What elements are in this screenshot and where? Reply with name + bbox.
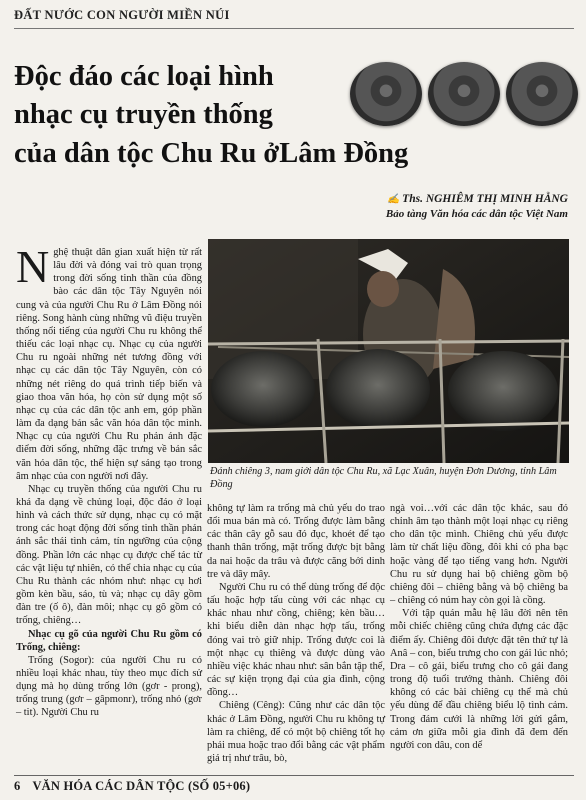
title-line-2: nhạc cụ truyền thống [14, 99, 273, 131]
paragraph: không tự làm ra trống mà chủ yếu do trao đổi mua bán mà có. Trống được làm bằng các thân cây gỗ sau đó đục, khoét để tạo thanh thân trống, mặt trống được bịt bằng da nai hoặc da trâu và được căng bởi dinh tre và dây mây. [207, 503, 385, 580]
paragraph: Chiêng (Cêng): Cũng như các dân tộc khác ở Lâm Đồng, người Chu ru không tự làm ra chiêng, để có một bộ chiêng tốt họ phải mua hoặc trao đổi bằng các vật phẩm giá trị như trâu, bò, [207, 700, 385, 764]
header-divider [14, 28, 574, 29]
article-photo [208, 239, 569, 463]
page-number: 6 [14, 779, 21, 793]
drop-cap: N [16, 241, 50, 292]
paragraph: Trống (Sogor): của người Chu ru có nhiều loại khác nhau, tùy theo mục đích sử dụng mà họ dùng trống lớn (gơr - prong), trống trung (gơr – gâpmonr), trống nhỏ (gơr – tit). Người Chu ru [16, 654, 202, 719]
paragraph-text: ghệ thuật dân gian xuất hiện từ rất lâu đời và đóng vai trò quan trọng trong đời sống tinh thần của đồng bào các dân tộc Tây Nguyên nói cung và của người Chu Ru ở Lâm Đồng nói riêng. Song hành cùng những vũ điệu truyền thống nổi tiếng của người Chu ru không thể thiếu các loại nhạc cụ. Nhạc cụ của người Chu ru ngoài những nét tương đồng với nhạc cụ các dân tộc Tây Nguyên, còn có những nét riêng do quá trình tiếp biến và giao thoa văn hóa, họ còn sử dụng một số nhạc cụ của các dân tộc anh em, góp phần làm đa dạng bản sắc văn hóa dân tộc mình. Nhạc cụ của người Chu Ru phản ánh đặc điểm đời sống, những đặc trưng về bản sắc văn hóa dân tộc, thể hiện sự sáng tạo trong âm nhạc của con người nơi đây. [16, 247, 202, 482]
photo-caption: Đánh chiêng 3, nam giới dân tộc Chu Ru, xã Lạc Xuân, huyện Đơn Dương, tỉnh Lâm Đồng [210, 466, 557, 490]
body-column-2 [207, 502, 385, 765]
author-name: ✍ Ths. NGHIÊM THỊ MINH HẰNG [387, 193, 568, 205]
paragraph: Với tập quán mẫu hệ lâu đời nên tên mỗi chiếc chiêng cũng chứa đựng các đặc điểm ấy. Chiêng đôi được đặt tên thứ tự là Anâ – con, biểu trưng cho con gái lúc nhỏ; Dra – cô gái, biểu trưng cho cô gái đang trong độ tuổi trưởng thành. Chiêng đôi không có các bài chiêng cụ thể mà chủ yếu dùng để đầu chiêng biểu lộ tình cảm. Trong đám cưới là những lời gửi gắm, cảm ơn giữa mỗi gia đình đã đem đến người con dâu, con dể [390, 608, 568, 751]
byline [386, 193, 568, 220]
paragraph: ngà voi…với các dân tộc khác, sau đó chỉnh âm tạo thành một loại nhạc cụ riêng cho dân tộc mình. Chiêng chủ yếu được làm từ chất liệu đồng, đôi khi có pha bạc hoặc vàng để tạo tiếng vang hơn. Người Chu ru sử dụng hai bộ chiêng gồm bộ chiêng đôi – chiêng bằng và bộ chiêng ba – chiêng có núm hay còn gọi là cồng. [390, 503, 568, 607]
subheading: Nhạc cụ gõ của người Chu Ru gồm có Trống, chiêng: [16, 628, 202, 653]
gong-player-photo [208, 239, 569, 463]
gong-image [428, 62, 500, 126]
title-line-1: Độc đáo các loại hình [14, 61, 274, 92]
title-line-3: của dân tộc Chu Ru ởLâm Đồng [14, 137, 409, 169]
gong-image [350, 62, 422, 126]
gong-image [506, 62, 578, 126]
footer [14, 779, 250, 794]
gong-illustration [350, 58, 580, 132]
section-header: ĐẤT NƯỚC CON NGƯỜI MIỀN NÚI [14, 8, 230, 22]
footer-divider [14, 775, 574, 776]
paragraph: Nhạc cụ truyền thống của người Chu ru khá đa dạng về chủng loại, độc đáo ở loại hình và cách thức sử dụng, nhạc cụ có mặt trong các hoạt động đời sống tinh thần phản ánh sắc thái tình cảm, tín ngưỡng của cộng đồng. Phần lớn các nhạc cụ được chế tác từ các vật liệu tự nhiên, có thể chia nhạc cụ của Chu Ru thành các nhóm như: nhạc cụ hơi gồm kèn bầu, sáo, tù và; nhạc cụ dây gồm đàn tre (ố ô), đàn môi; nhạc cụ gõ gồm có trống, chiêng… [16, 483, 202, 627]
author-organization: Bảo tàng Văn hóa các dân tộc Việt Nam [385, 208, 568, 220]
magazine-title: VĂN HÓA CÁC DÂN TỘC (SỐ 05+06) [32, 779, 251, 793]
author-text: Ths. NGHIÊM THỊ MINH HẰNG [402, 193, 568, 205]
body-column-3 [390, 502, 568, 752]
paragraph: Người Chu ru có thể dùng trống để độc tấu hoặc hợp tấu cùng với các nhạc cụ khác nhau như cồng, chiêng; kèn bầu… khi biểu diễn dàn nhạc hợp tấu, trống đóng vai trò giữ nhịp. Trống được coi là một nhạc cụ thiêng và được dùng vào nhiều việc khác nhau như: sân bắn tập thể, các sự kiện trọng đại của gia đình, cộng đồng… [207, 581, 385, 699]
paragraph [16, 241, 202, 483]
body-column-1 [16, 241, 202, 720]
